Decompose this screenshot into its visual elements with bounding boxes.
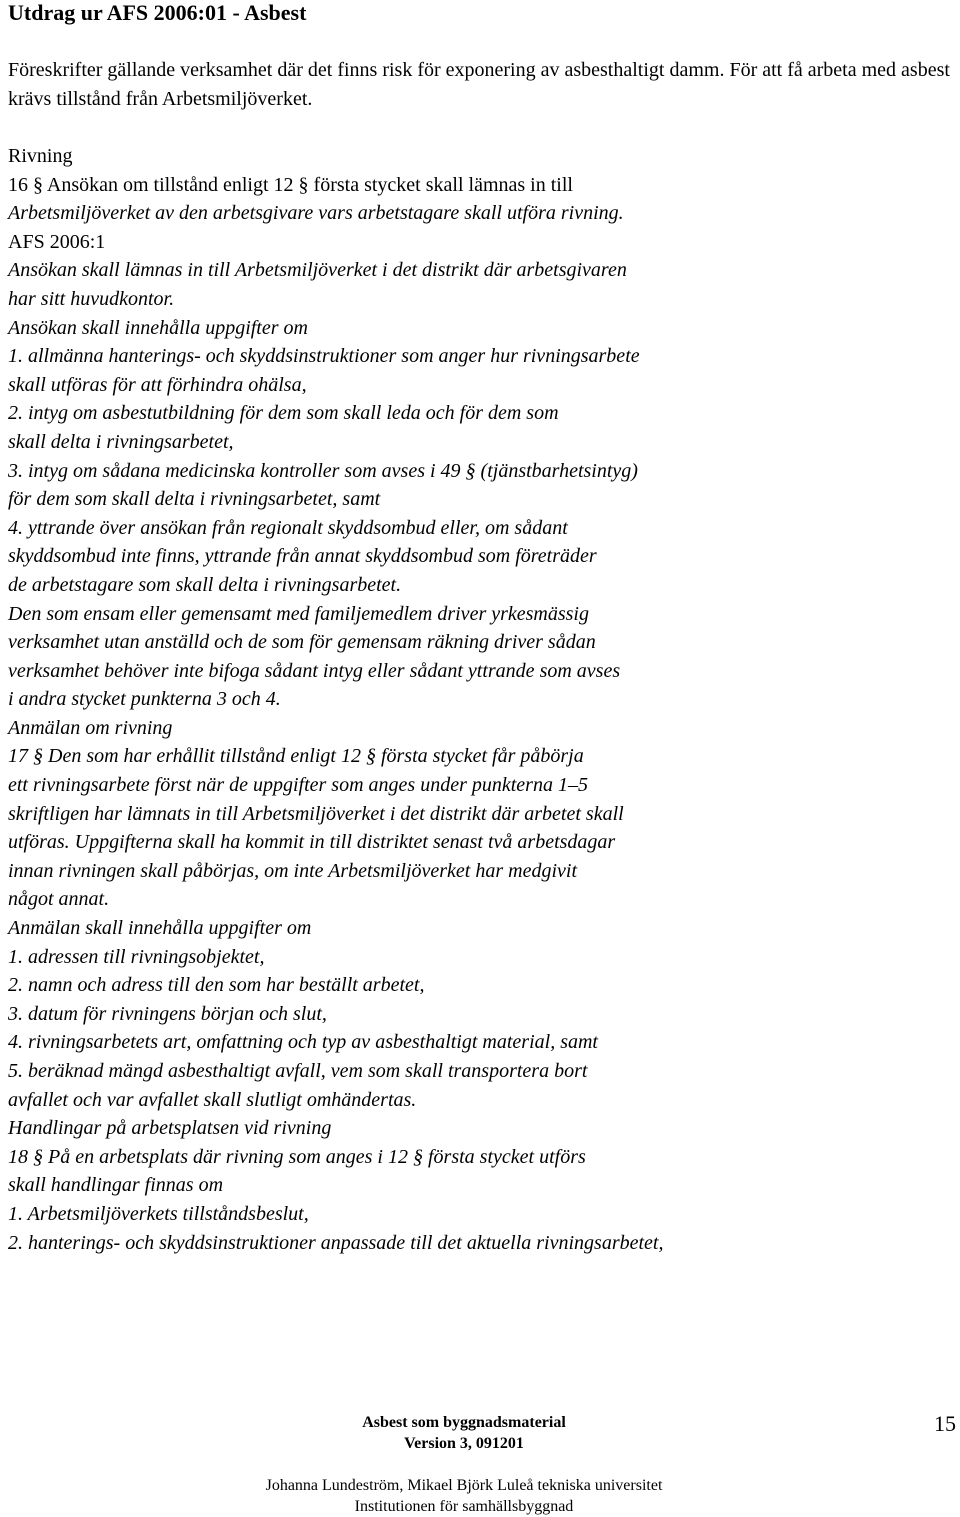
text-line: innan rivningen skall påbörjas, om inte Arbetsmiljöverket har medgivit — [8, 859, 578, 882]
text-line: Anmälan skall innehålla uppgifter om — [8, 917, 312, 940]
list-item: avfallet och var avfallet skall slutligt omhändertas. — [8, 1088, 417, 1111]
footer-institution: Institutionen för samhällsbyggnad — [354, 1498, 574, 1515]
text-line: verksamhet behöver inte bifoga sådant intyg eller sådant yttrande som avses — [8, 659, 621, 682]
afs-reference: AFS 2006:1 — [8, 230, 106, 253]
text-line: verksamhet utan anställd och de som för gemensam räkning driver sådan — [8, 631, 596, 654]
text-line: 18 § På en arbetsplats där rivning som anges i 12 § första stycket utförs — [8, 1145, 586, 1168]
list-item: 2. namn och adress till den som har beställt arbetet, — [8, 974, 425, 997]
text-line: i andra stycket punkterna 3 och 4. — [8, 688, 281, 711]
text-line: utföras. Uppgifterna skall ha kommit in till distriktet senast två arbetsdagar — [8, 831, 616, 854]
list-item: 3. datum för rivningens början och slut, — [8, 1002, 327, 1025]
intro-paragraph: Föreskrifter gällande verksamhet där det finns risk för exponering av asbesthaltigt damm. För att få arbeta med asbest krävs tillstånd från Arbetsmiljöverket. — [8, 59, 950, 110]
list-item: 1. adressen till rivningsobjektet, — [8, 945, 265, 968]
list-item: de arbetstagare som skall delta i rivningsarbetet. — [8, 573, 402, 596]
text-line: skriftligen har lämnats in till Arbetsmiljöverket i det distrikt där arbetet skall — [8, 802, 624, 825]
text-line: 16 § Ansökan om tillstånd enligt 12 § första stycket skall lämnas in till — [8, 173, 573, 196]
heading-rivning: Rivning — [8, 145, 73, 167]
list-item: 5. beräknad mängd asbesthaltigt avfall, vem som skall transportera bort — [8, 1060, 588, 1082]
text-line: 17 § Den som har erhållit tillstånd enligt 12 § första stycket får påbörja — [8, 745, 584, 768]
text-line: Den som ensam eller gemensamt med familjemedlem driver yrkesmässig — [8, 602, 589, 625]
list-item: 2. intyg om asbestutbildning för dem som skall leda och för dem som — [8, 402, 559, 425]
text-line: har sitt huvudkontor. — [8, 287, 175, 310]
text-line: Arbetsmiljöverket av den arbetsgivare vars arbetstagare skall utföra rivning. — [8, 202, 624, 225]
text-line: ett rivningsarbete först när de uppgifter som anges under punkterna 1–5 — [8, 774, 588, 797]
document-title: Utdrag ur AFS 2006:01 - Asbest — [8, 0, 307, 25]
list-item: 4. rivningsarbetets art, omfattning och typ av asbesthaltigt material, samt — [8, 1031, 598, 1054]
list-item: skall delta i rivningsarbetet, — [8, 430, 234, 453]
list-item: 3. intyg om sådana medicinska kontroller som avses i 49 § (tjänstbarhetsintyg) — [8, 459, 638, 482]
list-item: 1. Arbetsmiljöverkets tillståndsbeslut, — [8, 1202, 309, 1225]
regulation-text — [8, 142, 956, 1257]
list-item: för dem som skall delta i rivningsarbetet, samt — [8, 488, 381, 511]
text-line: Ansökan skall innehålla uppgifter om — [8, 316, 308, 339]
heading-handlingar: Handlingar på arbetsplatsen vid rivning — [8, 1117, 332, 1140]
list-item: 4. yttrande över ansökan från regionalt skyddsombud eller, om sådant — [8, 516, 568, 539]
footer-title: Asbest som byggnadsmaterial — [362, 1414, 566, 1431]
page-number: 15 — [934, 1411, 956, 1436]
footer-authors: Johanna Lundeström, Mikael Björk Luleå tekniska universitet — [265, 1477, 663, 1494]
list-item: 2. hanterings- och skyddsinstruktioner anpassade till det aktuella rivningsarbetet, — [8, 1231, 664, 1254]
list-item: 1. allmänna hanterings- och skyddsinstruktioner som anger hur rivningsarbete — [8, 345, 640, 368]
list-item: skyddsombud inte finns, yttrande från annat skyddsombud som företräder — [8, 545, 597, 568]
text-line: Ansökan skall lämnas in till Arbetsmiljöverket i det distrikt där arbetsgivaren — [8, 259, 627, 282]
heading-anmalan: Anmälan om rivning — [8, 716, 173, 739]
text-line: något annat. — [8, 888, 110, 911]
list-item: skall utföras för att förhindra ohälsa, — [8, 373, 307, 396]
footer-version: Version 3, 091201 — [404, 1435, 524, 1452]
text-line: skall handlingar finnas om — [8, 1174, 224, 1197]
